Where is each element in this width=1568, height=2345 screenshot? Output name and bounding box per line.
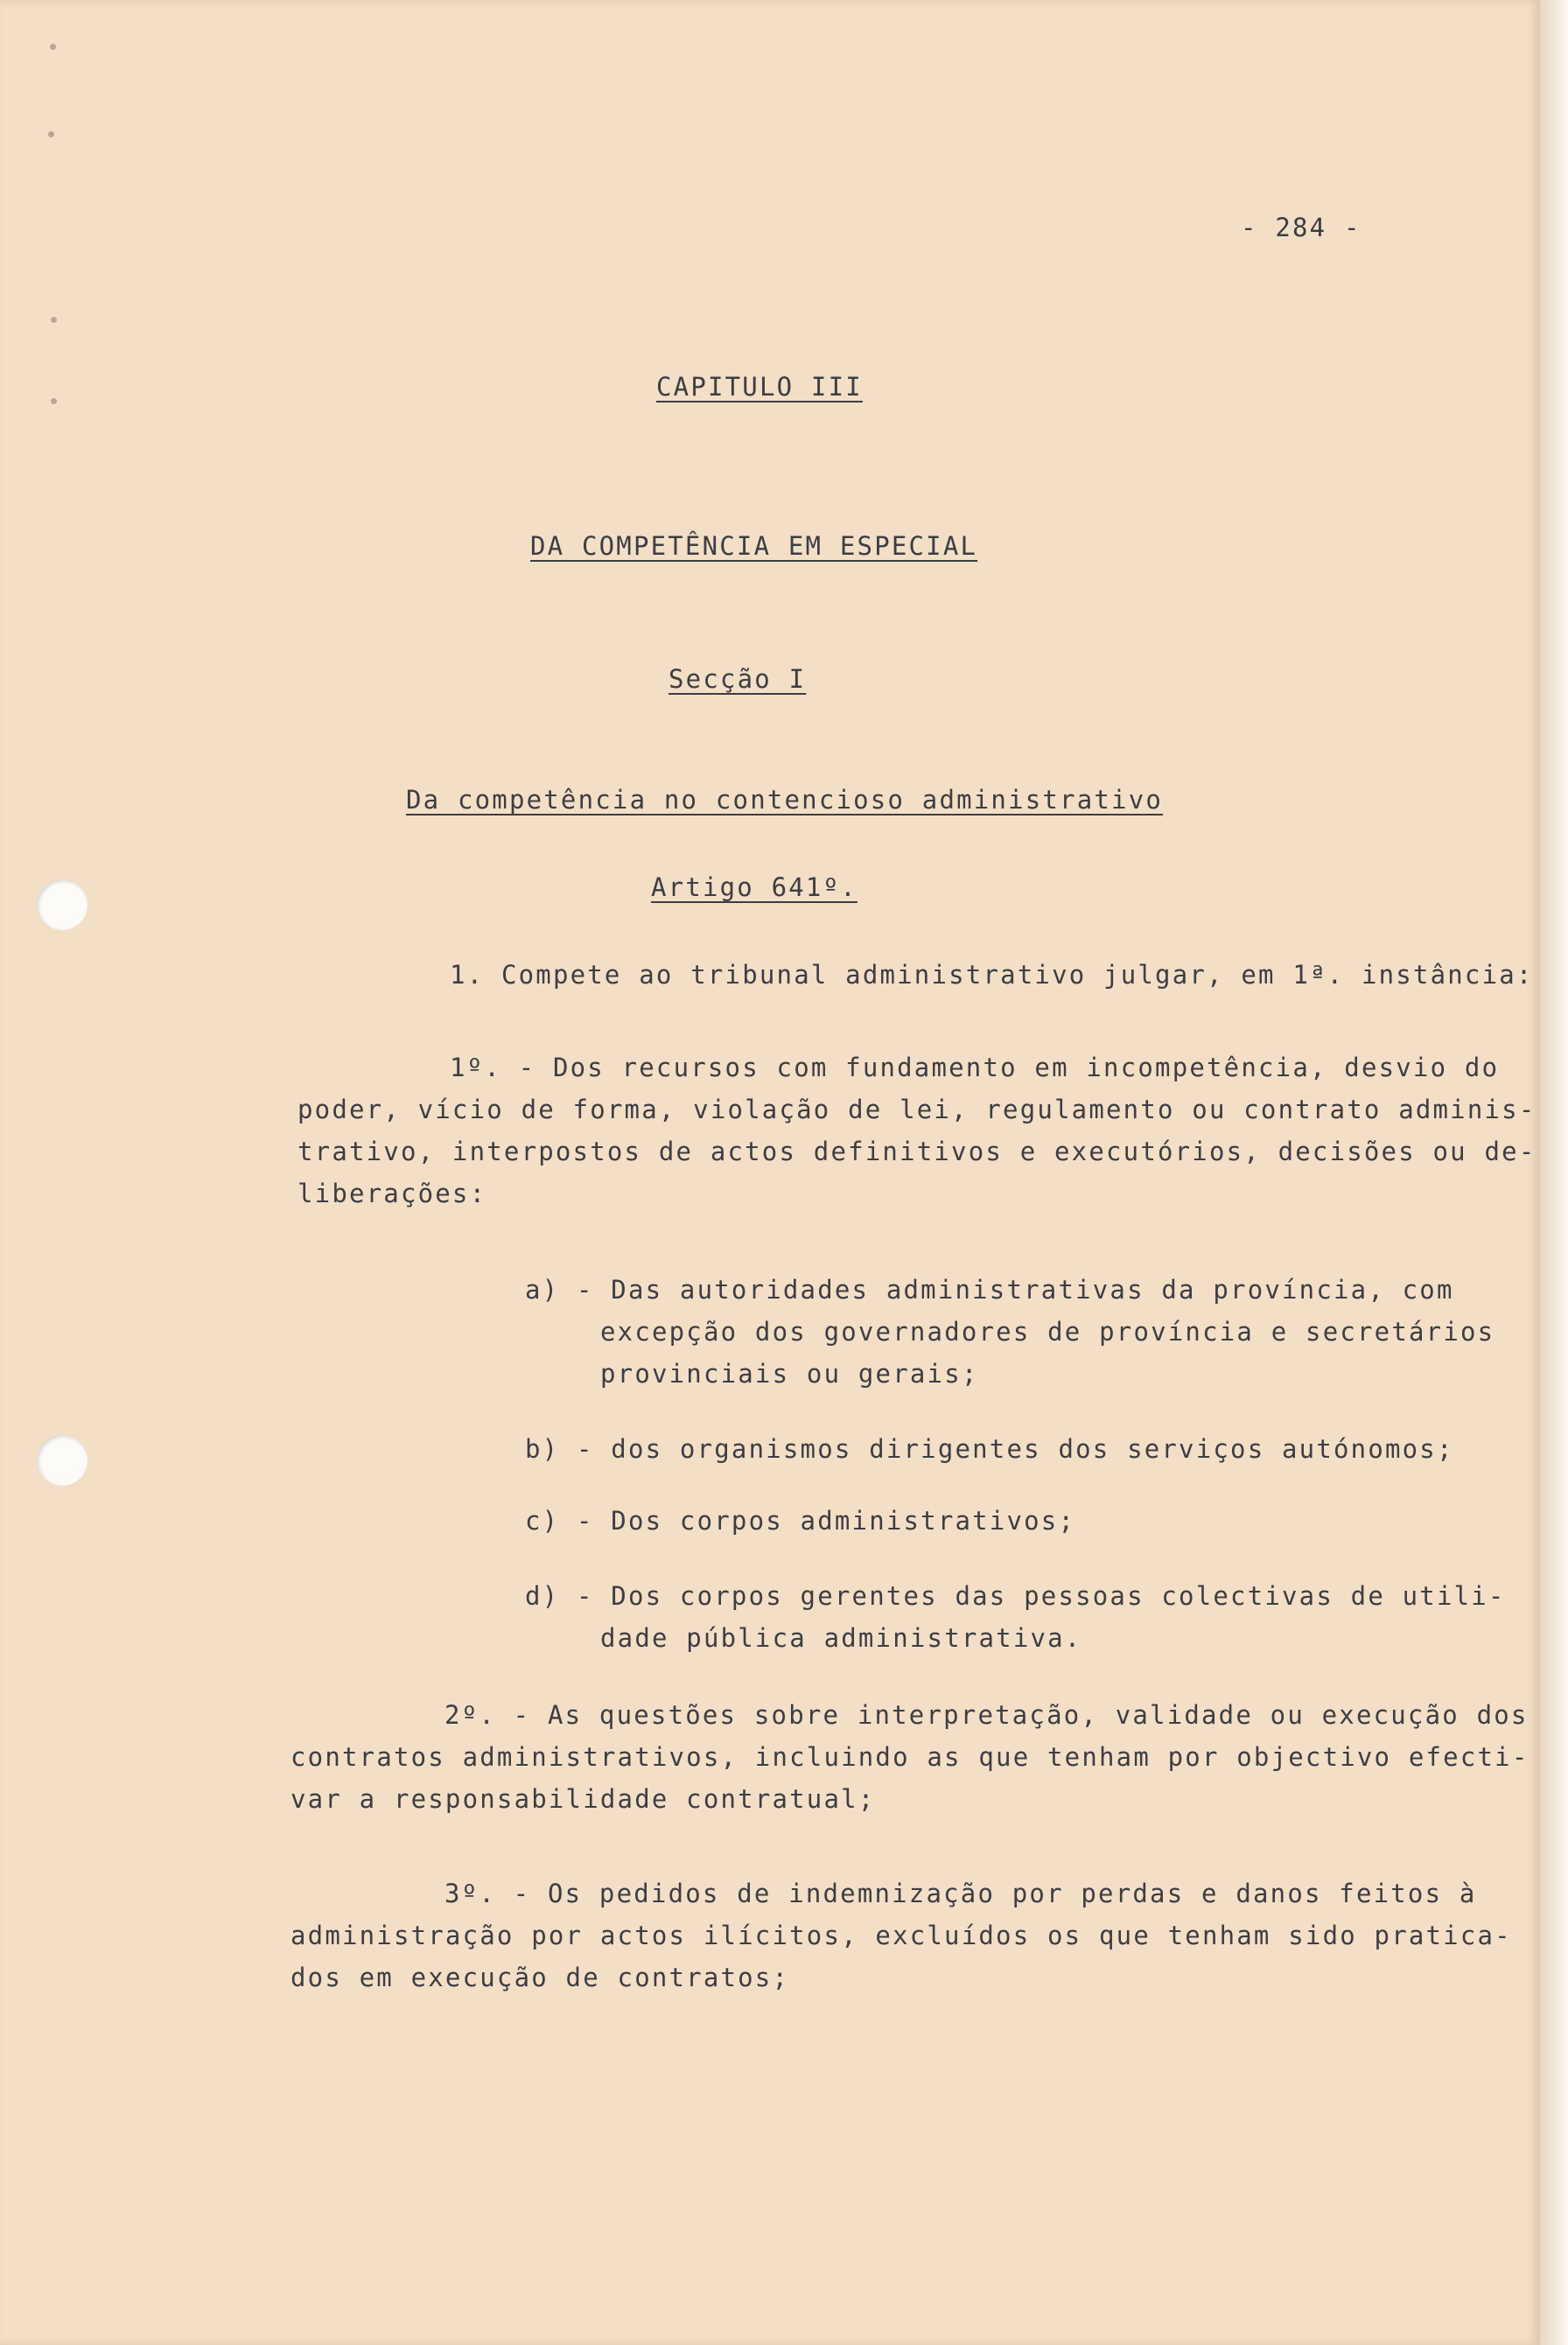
- section-title: Da competência no contencioso administrativo: [406, 785, 1164, 815]
- item-1-line: liberações:: [298, 1179, 487, 1208]
- subitem-b: b) - dos organismos dirigentes dos serviços autónomos;: [525, 1434, 1454, 1464]
- item-3-line: 3º. - Os pedidos de indemnização por perdas e danos feitos à: [444, 1879, 1477, 1908]
- page-edge: [1540, 0, 1568, 2345]
- punch-hole: [37, 879, 88, 930]
- page-number: - 284 -: [1241, 213, 1362, 242]
- article-heading: Artigo 641º.: [651, 872, 858, 902]
- item-1-line: poder, vício de forma, violação de lei, regulamento ou contrato adminis-: [298, 1095, 1536, 1124]
- paper-speck: [48, 131, 54, 137]
- paper-speck: [51, 317, 57, 323]
- subitem-a-line: excepção dos governadores de província e secretários: [600, 1317, 1495, 1347]
- paper-speck: [51, 398, 57, 404]
- subitem-d-line: d) - Dos corpos gerentes das pessoas colectivas de utili-: [525, 1581, 1506, 1611]
- item-2-line: var a responsabilidade contratual;: [290, 1784, 876, 1814]
- item-3-line: administração por actos ilícitos, excluídos os que tenham sido pratica-: [290, 1921, 1512, 1950]
- item-3-line: dos em execução de contratos;: [290, 1963, 790, 1992]
- paper-speck: [50, 44, 56, 50]
- item-1-line: trativo, interpostos de actos definitivos e executórios, decisões ou de-: [298, 1137, 1536, 1166]
- item-2-line: 2º. - As questões sobre interpretação, validade ou execução dos: [444, 1700, 1529, 1730]
- section-heading: Secção I: [668, 664, 807, 694]
- subitem-c: c) - Dos corpos administrativos;: [525, 1506, 1076, 1536]
- paragraph-intro: 1. Compete ao tribunal administrativo julgar, em 1ª. instância:: [450, 960, 1534, 990]
- subitem-d-line: dade pública administrativa.: [600, 1623, 1082, 1653]
- subitem-a-line: provinciais ou gerais;: [600, 1359, 979, 1389]
- subitem-a-line: a) - Das autoridades administrativas da província, com: [525, 1275, 1454, 1305]
- chapter-heading: CAPITULO III: [656, 372, 863, 402]
- chapter-title: DA COMPETÊNCIA EM ESPECIAL: [530, 531, 978, 561]
- item-1-line: 1º. - Dos recursos com fundamento em incompetência, desvio do: [450, 1053, 1500, 1082]
- item-2-line: contratos administrativos, incluindo as que tenham por objectivo efecti-: [290, 1742, 1530, 1772]
- punch-hole: [37, 1435, 88, 1486]
